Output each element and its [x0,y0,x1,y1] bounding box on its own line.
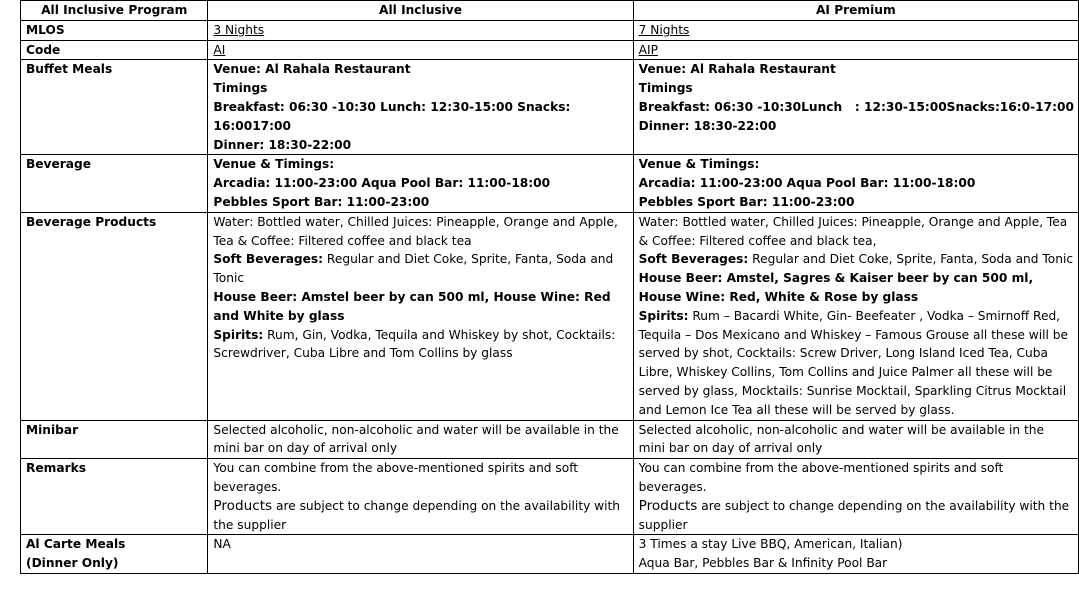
products-aip-spirits-label: Spirits: [638,308,689,323]
products-ai-soft [213,250,628,288]
label-code: Code [21,40,208,60]
row-minibar [21,420,1079,459]
buffet-aip-venue: Venue: Al Rahala Restaurant [638,62,836,77]
remarks-aip-products-word: Products [638,497,698,514]
code-aip-value: AIP [638,42,658,57]
remarks-ai-line2 [213,497,628,535]
row-beverage-products [21,212,1079,420]
buffet-aip-timings: Timings [638,81,693,96]
products-aip-soft [639,250,1074,269]
label-beverage: Beverage [21,155,208,212]
program-comparison-table [20,0,1079,574]
remarks-aip-line2-text: are subject to change depending on the availability with the supplier [638,498,1070,532]
beverage-ai-line1: Arcadia: 11:00-23:00 Aqua Pool Bar: 11:00-18:00 [213,176,551,191]
remarks-ai-products-word: Products [213,497,273,514]
label-alacarte-line1: Al Carte Meals [26,537,126,552]
remarks-ai-line1: You can combine from the above-mentioned spirits and soft beverages. [213,461,579,494]
mlos-ai-value: 3 Nights [213,22,265,37]
buffet-aip [633,60,1078,155]
products-aip [633,212,1078,420]
products-ai-water: Water: Bottled water, Chilled Juices: Pineapple, Orange and Apple, Tea & Coffee: Filtered coffee and black tea [213,214,618,248]
beverage-aip [633,155,1078,212]
buffet-ai-meals: Breakfast: 06:30 -10:30 Lunch: 12:30-15:00 Snacks: 16:0017:00 [213,99,571,133]
row-beverage [21,155,1079,212]
code-aip [633,40,1078,60]
products-ai-soft-label: Soft Beverages: [213,252,324,267]
header-ai-premium: AI Premium [633,1,1078,21]
products-ai-spirits [213,326,628,364]
label-mlos: MLOS [21,20,208,40]
products-ai [208,212,633,420]
mlos-ai [208,20,633,40]
mlos-aip [633,20,1078,40]
remarks-ai [208,459,633,535]
row-code [21,40,1079,60]
buffet-ai [208,60,633,155]
products-aip-soft-label: Soft Beverages: [638,252,749,267]
buffet-ai-timings: Timings [213,81,268,96]
products-ai-spirits-text: Rum, Gin, Vodka, Tequila and Whiskey by shot, Cocktails: Screwdriver, Cuba Libre and Tom Collins by glass [213,327,616,361]
beverage-aip-line2: Pebbles Sport Bar: 11:00-23:00 [638,194,855,209]
remarks-aip [633,459,1078,535]
alacarte-aip-line2: Aqua Bar, Pebbles Bar & Infinity Pool Bar [638,556,888,571]
code-ai [208,40,633,60]
mlos-aip-value: 7 Nights [638,22,690,37]
row-alacarte [21,535,1079,574]
products-aip-house: House Beer: Amstel, Sagres & Kaiser beer by can 500 ml, House Wine: Red, White & Rose by glass [638,271,1034,304]
label-buffet-meals: Buffet Meals [21,60,208,155]
products-ai-house: House Beer: Amstel beer by can 500 ml, House Wine: Red and White by glass [213,289,611,323]
label-alacarte-line2: (Dinner Only) [26,556,119,571]
beverage-ai-venue: Venue & Timings: [213,157,335,172]
label-remarks: Remarks [21,459,208,535]
beverage-aip-line1: Arcadia: 11:00-23:00 Aqua Pool Bar: 11:00-18:00 [638,176,976,191]
remarks-ai-line2-text: are subject to change depending on the availability with the supplier [213,498,621,532]
row-remarks [21,459,1079,535]
products-aip-water: Water: Bottled water, Chilled Juices: Pineapple, Orange and Apple, Tea & Coffee: Filtered coffee and black tea, [638,214,1068,248]
minibar-ai: Selected alcoholic, non-alcoholic and water will be available in the mini bar on day of arrival only [208,420,633,459]
buffet-ai-dinner: Dinner: 18:30-22:00 [213,137,352,152]
label-beverage-products: Beverage Products [21,212,208,420]
products-ai-spirits-label: Spirits: [213,327,264,342]
beverage-aip-venue: Venue & Timings: [638,157,760,172]
remarks-aip-line2 [639,497,1074,535]
label-minibar: Minibar [21,420,208,459]
minibar-aip: Selected alcoholic, non-alcoholic and water will be available in the mini bar on day of arrival only [633,420,1078,459]
buffet-ai-venue: Venue: Al Rahala Restaurant [213,62,411,77]
header-program: All Inclusive Program [21,1,208,21]
products-aip-spirits-text: Rum – Bacardi White, Gin- Beefeater , Vodka – Smirnoff Red, Tequila – Dos Mexicano and Whiskey – Famous Grouse all these will be served by shot, Cocktails: Screw Driver, Long Island Iced Tea, Cuba Libre, Whiskey Collins, Tom Collins and Juice Palmer all these will be served by glass, Mocktails: Sunrise Mocktail, Sparkling Citrus Mocktail and Lemon Ice Tea all these will be served by glass. [638,308,1069,417]
header-row [21,1,1079,21]
remarks-aip-line1: You can combine from the above-mentioned spirits and soft beverages. [638,461,1004,494]
buffet-aip-dinner: Dinner: 18:30-22:00 [638,118,777,133]
row-buffet-meals [21,60,1079,155]
header-all-inclusive: All Inclusive [208,1,633,21]
buffet-aip-meals: Breakfast: 06:30 -10:30Lunch : 12:30-15:00Snacks:16:0-17:00 [638,99,1074,114]
code-ai-value: AI [213,42,226,57]
beverage-ai [208,155,633,212]
row-mlos [21,20,1079,40]
alacarte-aip [633,535,1078,574]
products-aip-spirits [639,307,1074,420]
alacarte-ai: NA [208,535,633,574]
alacarte-aip-line1: 3 Times a stay Live BBQ, American, Italian) [638,537,903,552]
products-aip-soft-text: Regular and Diet Coke, Sprite, Fanta, Soda and Tonic [748,252,1074,267]
products-ai-soft-text: Regular and Diet Coke, Sprite, Fanta, Soda and Tonic [213,252,614,286]
label-alacarte [21,535,208,574]
beverage-ai-line2: Pebbles Sport Bar: 11:00-23:00 [213,194,430,209]
